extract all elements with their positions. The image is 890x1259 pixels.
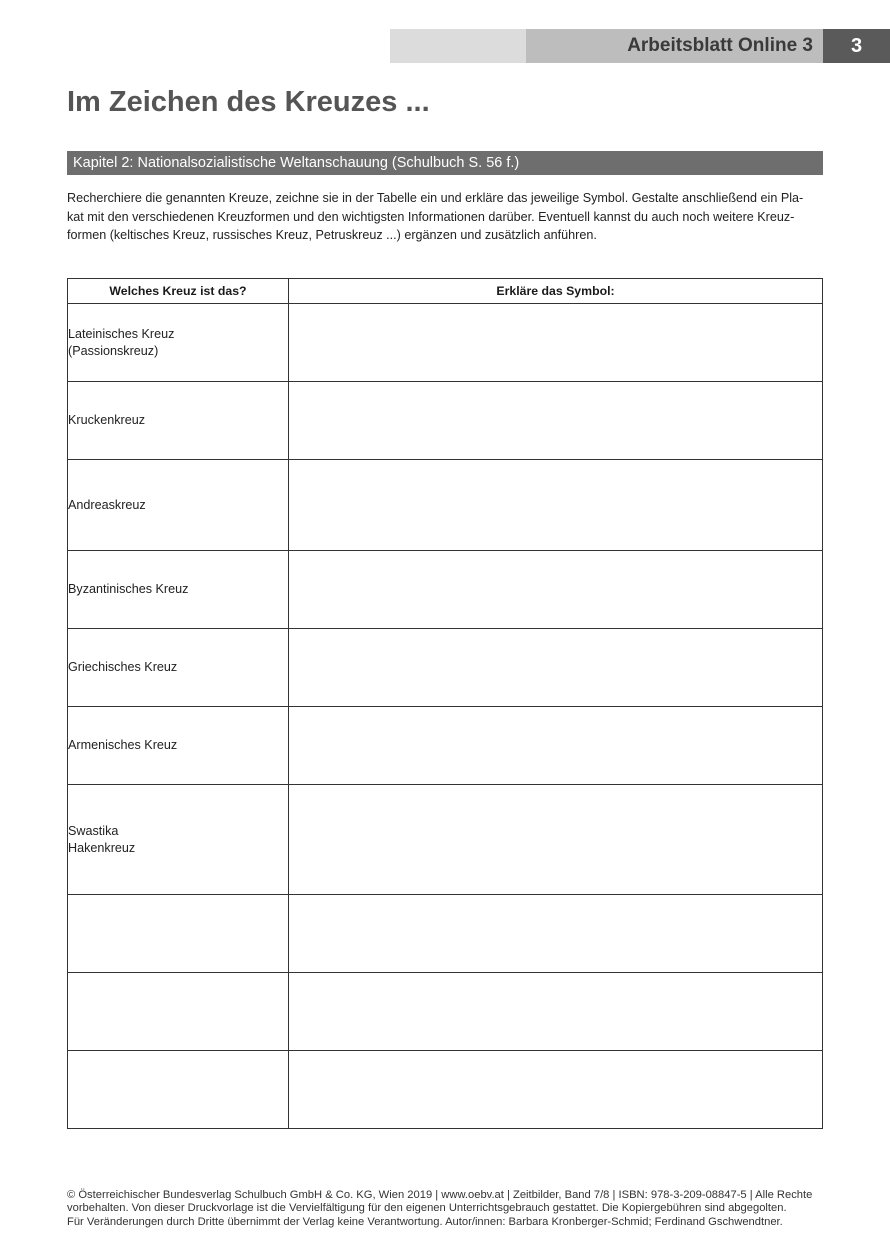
table-row [68,629,823,707]
column-header-explanation: Erkläre das Symbol: [289,279,823,304]
chapter-label: Kapitel 2: Nationalsozialistische Weltanschauung (Schulbuch S. 56 f.) [73,155,520,171]
cross-name: Lateinisches Kreuz [68,326,175,341]
explanation-cell[interactable] [289,460,823,551]
footer-line: Für Veränderungen durch Dritte übernimmt der Verlag keine Verantwortung. Autor/innen: Barbara Kronberger-Schmid; Ferdinand Gschwendtner. [67,1215,783,1228]
cross-name-cell [68,304,289,382]
header-band-light [390,29,526,63]
footer-line: © Österreichischer Bundesverlag Schulbuch GmbH & Co. KG, Wien 2019 | www.oebv.at | Zeitbilder, Band 7/8 | ISBN: 978-3-209-08847-5 | Alle Rechte [67,1189,813,1201]
cross-name: Armenisches Kreuz [68,738,178,752]
table-row [68,895,823,973]
cross-name: Griechisches Kreuz [68,660,178,674]
cross-name-cell [68,382,289,460]
table-row [68,707,823,785]
instruction-line: formen (keltisches Kreuz, russisches Kreuz, Petruskreuz ...) ergänzen und zusätzlich anführen. [67,228,597,242]
cross-name-cell [68,460,289,551]
header-series-band [526,29,823,63]
table-row [68,785,823,895]
cross-name-cell [68,707,289,785]
column-header-cross: Welches Kreuz ist das? [68,279,289,304]
explanation-cell[interactable] [289,304,823,382]
explanation-cell[interactable] [289,785,823,895]
cross-name-cell [68,785,289,895]
cross-name-cell [68,551,289,629]
header-page-number-box [823,29,890,63]
table-row [68,1051,823,1129]
cross-name: Andreaskreuz [68,497,146,512]
table-row [68,551,823,629]
instruction-line: kat mit den verschiedenen Kreuzformen und den wichtigsten Informationen darüber. Eventuell kannst du auch noch weitere Kreuz- [67,209,795,224]
cross-table [67,278,823,1129]
cross-name: Swastika [68,823,119,838]
explanation-cell[interactable] [289,895,823,973]
explanation-cell[interactable] [289,629,823,707]
header-series-title: Arbeitsblatt Online 3 [627,35,813,56]
blank-name-cell[interactable] [68,1051,289,1129]
table-row [68,382,823,460]
worksheet-title: Im Zeichen des Kreuzes ... [67,86,430,118]
instruction-line: Recherchiere die genannten Kreuze, zeichne sie in der Tabelle ein und erkläre das jeweilige Symbol. Gestalte anschließend ein Pla- [67,191,804,205]
cross-name: Kruckenkreuz [68,413,145,427]
task-instructions [67,189,827,245]
footer-line: vorbehalten. Von dieser Druckvorlage ist die Vervielfältigung für den eigenen Unterrichtsgebrauch gestattet. Die Kopiergebühren sind abgegolten. [67,1202,787,1215]
table-row [68,973,823,1051]
table-row [68,460,823,551]
table-row [68,304,823,382]
cross-name: Byzantinisches Kreuz [68,582,189,596]
blank-name-cell[interactable] [68,895,289,973]
cross-name-alt: Hakenkreuz [68,840,136,855]
chapter-bar [67,151,823,175]
blank-name-cell[interactable] [68,973,289,1051]
table-header-row [68,279,823,304]
page-number: 3 [850,34,863,57]
cross-name-cell [68,629,289,707]
explanation-cell[interactable] [289,551,823,629]
explanation-cell[interactable] [289,707,823,785]
explanation-cell[interactable] [289,973,823,1051]
cross-name-alt: (Passionskreuz) [68,343,159,358]
explanation-cell[interactable] [289,1051,823,1129]
copyright-footer [67,1189,837,1229]
explanation-cell[interactable] [289,382,823,460]
